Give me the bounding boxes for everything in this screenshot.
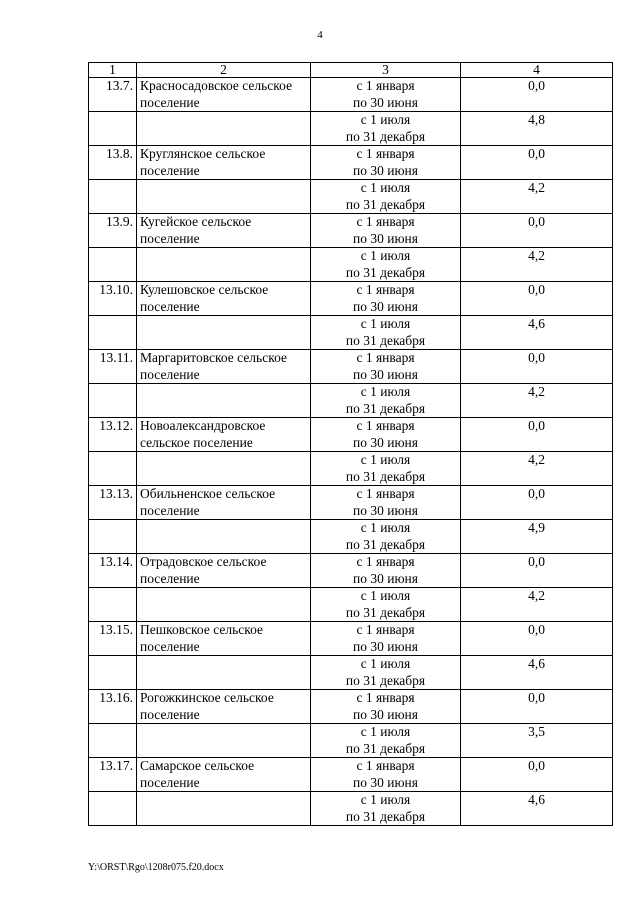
value-second-half: 4,9 <box>461 520 613 554</box>
header-row <box>89 63 613 78</box>
period-end: по 31 декабря <box>345 808 426 824</box>
row-number-empty <box>89 316 137 350</box>
period-second-half <box>311 316 461 350</box>
settlement-name-empty <box>137 316 311 350</box>
header-col-4: 4 <box>461 63 613 78</box>
header-col-1: 1 <box>89 63 137 78</box>
period-start: с 1 июля <box>360 520 411 535</box>
value-first-half: 0,0 <box>461 486 613 520</box>
row-number-empty <box>89 112 137 146</box>
period-end: по 30 июня <box>353 94 418 110</box>
settlement-name-empty <box>137 588 311 622</box>
period-first-half <box>311 690 461 724</box>
period-second-half <box>311 724 461 758</box>
period-start: с 1 января <box>356 282 415 297</box>
row-number-empty <box>89 180 137 214</box>
table-row <box>89 656 613 690</box>
period-second-half <box>311 656 461 690</box>
value-first-half: 0,0 <box>461 146 613 180</box>
row-number-empty <box>89 588 137 622</box>
value-first-half: 0,0 <box>461 554 613 588</box>
row-number: 13.15. <box>89 622 137 656</box>
period-end: по 30 июня <box>353 162 418 178</box>
value-second-half: 4,6 <box>461 792 613 826</box>
settlement-name-empty <box>137 520 311 554</box>
table-row <box>89 690 613 724</box>
row-number-empty <box>89 248 137 282</box>
value-second-half: 4,2 <box>461 248 613 282</box>
table-row <box>89 792 613 826</box>
settlement-name: Кугейское сельское поселение <box>137 214 311 248</box>
period-start: с 1 января <box>356 214 415 229</box>
row-number: 13.13. <box>89 486 137 520</box>
period-end: по 31 декабря <box>345 672 426 688</box>
settlement-name-empty <box>137 180 311 214</box>
row-number: 13.14. <box>89 554 137 588</box>
table-row <box>89 520 613 554</box>
table-row <box>89 350 613 384</box>
settlement-name: Рогожкинское сельское поселение <box>137 690 311 724</box>
period-first-half <box>311 622 461 656</box>
period-start: с 1 января <box>356 758 415 773</box>
period-second-half <box>311 112 461 146</box>
settlement-name: Круглянское сельское поселение <box>137 146 311 180</box>
period-start: с 1 января <box>356 350 415 365</box>
table-row <box>89 180 613 214</box>
period-start: с 1 января <box>356 418 415 433</box>
table-row <box>89 146 613 180</box>
table-row <box>89 316 613 350</box>
period-end: по 31 декабря <box>345 400 426 416</box>
period-end: по 30 июня <box>353 230 418 246</box>
value-first-half: 0,0 <box>461 622 613 656</box>
period-start: с 1 июля <box>360 180 411 195</box>
settlement-name: Кулешовское сельское поселение <box>137 282 311 316</box>
table-row <box>89 112 613 146</box>
row-number: 13.9. <box>89 214 137 248</box>
table-row <box>89 418 613 452</box>
period-second-half <box>311 248 461 282</box>
period-end: по 31 декабря <box>345 604 426 620</box>
settlement-name-empty <box>137 724 311 758</box>
table-row <box>89 622 613 656</box>
row-number-empty <box>89 384 137 418</box>
value-second-half: 3,5 <box>461 724 613 758</box>
settlement-name: Обильненское сельское поселение <box>137 486 311 520</box>
period-end: по 30 июня <box>353 706 418 722</box>
period-end: по 30 июня <box>353 638 418 654</box>
value-first-half: 0,0 <box>461 282 613 316</box>
period-end: по 31 декабря <box>345 196 426 212</box>
period-start: с 1 января <box>356 78 415 93</box>
period-start: с 1 января <box>356 146 415 161</box>
period-first-half <box>311 758 461 792</box>
period-start: с 1 июля <box>360 588 411 603</box>
period-end: по 31 декабря <box>345 740 426 756</box>
row-number: 13.16. <box>89 690 137 724</box>
value-first-half: 0,0 <box>461 350 613 384</box>
value-first-half: 0,0 <box>461 78 613 112</box>
period-start: с 1 июля <box>360 384 411 399</box>
period-start: с 1 июля <box>360 792 411 807</box>
period-second-half <box>311 452 461 486</box>
period-end: по 31 декабря <box>345 536 426 552</box>
table-row <box>89 486 613 520</box>
value-second-half: 4,2 <box>461 180 613 214</box>
table-row <box>89 78 613 112</box>
period-start: с 1 июля <box>360 112 411 127</box>
period-second-half <box>311 384 461 418</box>
file-path-footer: Y:\ORST\Rgo\1208r075.f20.docx <box>88 862 224 873</box>
header-col-3: 3 <box>311 63 461 78</box>
period-start: с 1 июля <box>360 316 411 331</box>
table-row <box>89 248 613 282</box>
period-end: по 31 декабря <box>345 128 426 144</box>
value-second-half: 4,2 <box>461 384 613 418</box>
period-start: с 1 января <box>356 486 415 501</box>
period-end: по 30 июня <box>353 298 418 314</box>
page-number: 4 <box>317 29 323 41</box>
table-row <box>89 588 613 622</box>
value-first-half: 0,0 <box>461 758 613 792</box>
tariff-table <box>88 62 613 826</box>
settlement-name: Самарское сельское поселение <box>137 758 311 792</box>
row-number: 13.11. <box>89 350 137 384</box>
settlement-name-empty <box>137 384 311 418</box>
period-start: с 1 июля <box>360 452 411 467</box>
row-number: 13.10. <box>89 282 137 316</box>
row-number: 13.7. <box>89 78 137 112</box>
settlement-name: Новоалександровское сельское поселение <box>137 418 311 452</box>
period-end: по 30 июня <box>353 502 418 518</box>
table-row <box>89 384 613 418</box>
value-second-half: 4,6 <box>461 316 613 350</box>
row-number: 13.12. <box>89 418 137 452</box>
period-second-half <box>311 520 461 554</box>
value-first-half: 0,0 <box>461 214 613 248</box>
value-second-half: 4,2 <box>461 588 613 622</box>
period-end: по 31 декабря <box>345 332 426 348</box>
settlement-name-empty <box>137 248 311 282</box>
period-first-half <box>311 78 461 112</box>
period-first-half <box>311 418 461 452</box>
table-row <box>89 758 613 792</box>
table-row <box>89 452 613 486</box>
value-first-half: 0,0 <box>461 690 613 724</box>
header-col-2: 2 <box>137 63 311 78</box>
period-end: по 31 декабря <box>345 264 426 280</box>
settlement-name-empty <box>137 656 311 690</box>
settlement-name-empty <box>137 112 311 146</box>
settlement-name: Маргаритовское сельское поселение <box>137 350 311 384</box>
period-second-half <box>311 588 461 622</box>
value-second-half: 4,8 <box>461 112 613 146</box>
period-end: по 30 июня <box>353 434 418 450</box>
row-number-empty <box>89 656 137 690</box>
row-number-empty <box>89 792 137 826</box>
period-first-half <box>311 146 461 180</box>
period-start: с 1 января <box>356 622 415 637</box>
period-start: с 1 июля <box>360 724 411 739</box>
settlement-name: Пешковское сельское поселение <box>137 622 311 656</box>
period-end: по 30 июня <box>353 774 418 790</box>
period-first-half <box>311 282 461 316</box>
period-second-half <box>311 180 461 214</box>
period-start: с 1 января <box>356 554 415 569</box>
row-number: 13.17. <box>89 758 137 792</box>
period-second-half <box>311 792 461 826</box>
period-first-half <box>311 350 461 384</box>
row-number-empty <box>89 520 137 554</box>
table-row <box>89 554 613 588</box>
row-number-empty <box>89 452 137 486</box>
settlement-name: Отрадовское сельское поселение <box>137 554 311 588</box>
period-start: с 1 января <box>356 690 415 705</box>
settlement-name-empty <box>137 452 311 486</box>
value-first-half: 0,0 <box>461 418 613 452</box>
table-body <box>89 78 613 826</box>
table-row <box>89 282 613 316</box>
value-second-half: 4,2 <box>461 452 613 486</box>
period-first-half <box>311 214 461 248</box>
row-number: 13.8. <box>89 146 137 180</box>
table-row <box>89 214 613 248</box>
period-end: по 30 июня <box>353 366 418 382</box>
settlement-name-empty <box>137 792 311 826</box>
period-first-half <box>311 486 461 520</box>
period-start: с 1 июля <box>360 248 411 263</box>
period-end: по 30 июня <box>353 570 418 586</box>
value-second-half: 4,6 <box>461 656 613 690</box>
table-row <box>89 724 613 758</box>
period-first-half <box>311 554 461 588</box>
settlement-name: Красносадовское сельское поселение <box>137 78 311 112</box>
row-number-empty <box>89 724 137 758</box>
period-end: по 31 декабря <box>345 468 426 484</box>
period-start: с 1 июля <box>360 656 411 671</box>
